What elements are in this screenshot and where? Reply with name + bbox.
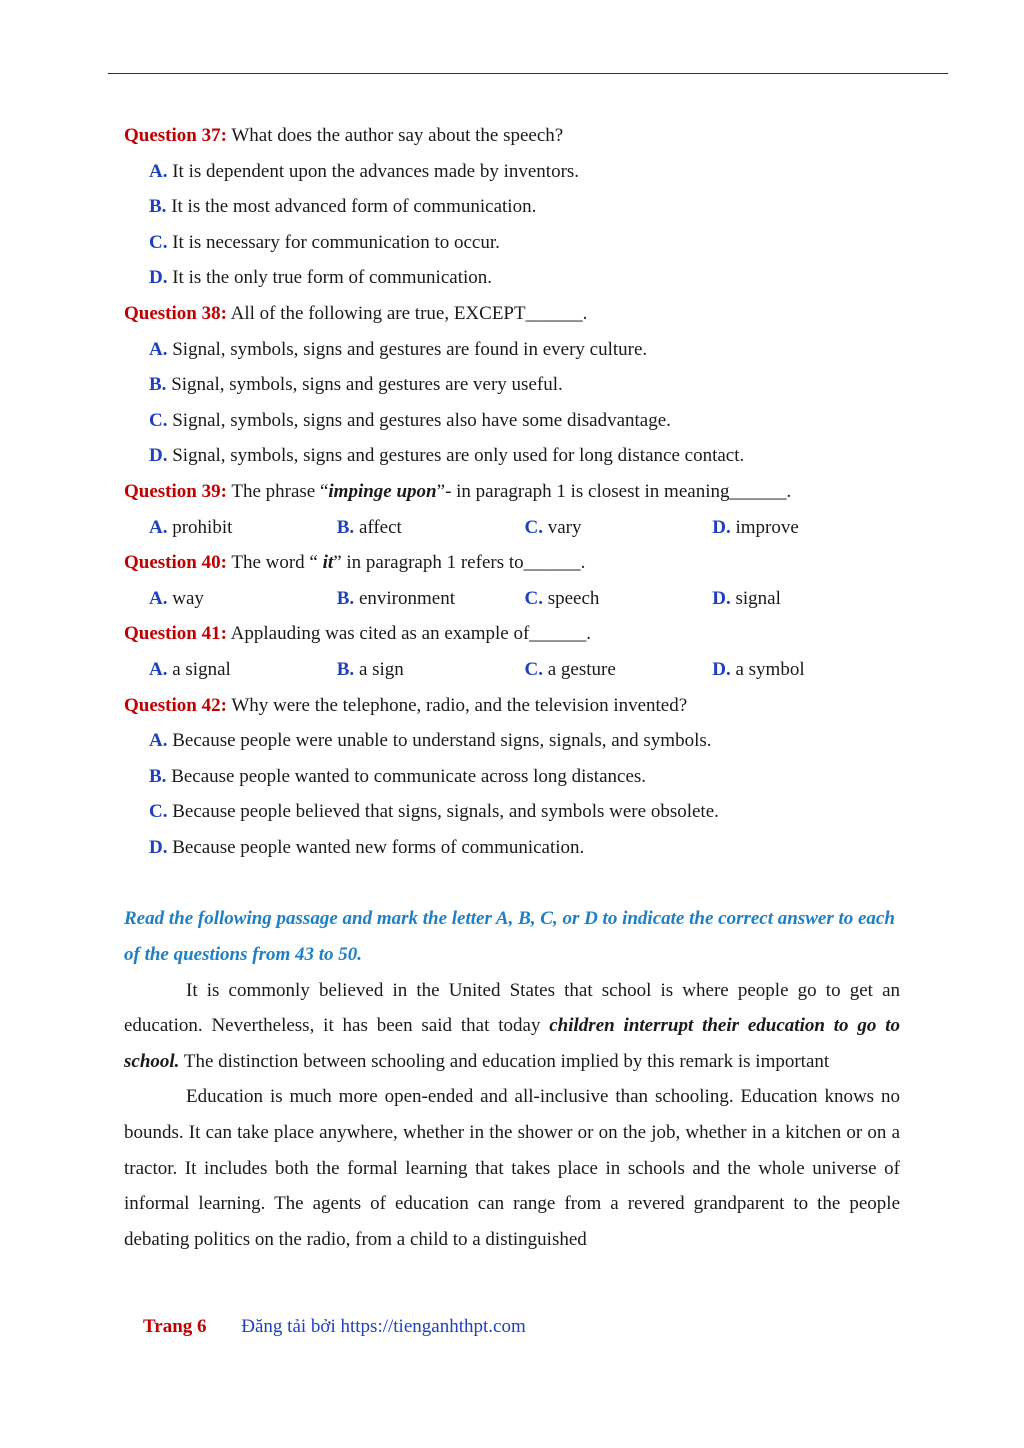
source-credit: Đăng tải bởi https://tienganhthpt.com bbox=[241, 1316, 526, 1337]
question-text: What does the author say about the speech? bbox=[226, 125, 564, 146]
option-b: B. environment bbox=[336, 587, 455, 609]
option-c: C. Signal, symbols, signs and gestures also have some disadvantage. bbox=[149, 409, 671, 431]
options-row bbox=[124, 510, 900, 546]
question-text: Why were the telephone, radio, and the television invented? bbox=[226, 694, 688, 716]
option-c: C. Because people believed that signs, signals, and symbols were obsolete. bbox=[149, 801, 719, 823]
bold-phrase: children interrupt their education to go to school. bbox=[124, 1015, 900, 1072]
option-d: D. Signal, symbols, signs and gestures are only used for long distance contact. bbox=[149, 445, 745, 467]
option-d: D. improve bbox=[712, 516, 799, 538]
emphasis-phrase: impinge upon bbox=[328, 480, 437, 502]
option-c: C. a gesture bbox=[524, 658, 616, 680]
page-number: Trang 6 bbox=[143, 1316, 207, 1337]
option-b: B. a sign bbox=[336, 658, 404, 680]
options-row bbox=[124, 581, 900, 617]
question-40: Question 40: The word “ it” in paragraph 1 refers to______. bbox=[124, 552, 586, 574]
question-number: Question 37: bbox=[124, 125, 227, 146]
option-d: D. Because people wanted new forms of communication. bbox=[149, 836, 585, 858]
question-text: All of the following are true, EXCEPT______. bbox=[226, 302, 588, 324]
options-row bbox=[124, 652, 900, 688]
question-number: Question 42: bbox=[124, 694, 227, 716]
option-c: C. speech bbox=[524, 587, 600, 609]
question-number: Question 41: bbox=[124, 623, 227, 645]
option-b: B. affect bbox=[336, 516, 402, 538]
question-38 bbox=[124, 296, 900, 332]
option-d: D. It is the only true form of communication. bbox=[149, 267, 492, 289]
option-a: A. a signal bbox=[149, 658, 231, 680]
option-c: C. vary bbox=[524, 516, 582, 538]
option-b: B. Because people wanted to communicate across long distances. bbox=[149, 765, 647, 787]
question-39: Question 39: The phrase “impinge upon”- in paragraph 1 is closest in meaning______. bbox=[124, 480, 792, 502]
option-a: A. prohibit bbox=[149, 516, 233, 538]
option-b: B. It is the most advanced form of communication. bbox=[149, 196, 537, 218]
option-a: A. way bbox=[149, 587, 204, 609]
section-instruction: Read the following passage and mark the letter A, B, C, or D to indicate the correct answer to each of the questions from 43 to 50. bbox=[124, 908, 895, 966]
option-b: B. Signal, symbols, signs and gestures are very useful. bbox=[149, 374, 563, 396]
option-a: A. Signal, symbols, signs and gestures are found in every culture. bbox=[149, 338, 648, 360]
question-number: Question 38: bbox=[124, 302, 227, 324]
question-number: Question 39: bbox=[124, 480, 227, 502]
question-41 bbox=[124, 616, 900, 652]
option-c: C. It is necessary for communication to occur. bbox=[149, 231, 500, 253]
page-content bbox=[124, 118, 900, 1257]
emphasis-word: it bbox=[322, 552, 334, 574]
question-number: Question 40: bbox=[124, 552, 227, 574]
passage-paragraph-2: Education is much more open-ended and all-inclusive than schooling. Education knows no bounds. It can take place anywhere, whether in the shower or on the job, whether in a kitchen or on a tractor. It includes both the formal learning that takes place in schools and the whole universe of informal learning. The agents of education can range from a revered grandparent to the people debating politics on the radio, from a child to a distinguished bbox=[124, 1086, 900, 1250]
option-a: A. Because people were unable to understand signs, signals, and symbols. bbox=[149, 730, 712, 752]
option-a: A. It is dependent upon the advances made by inventors. bbox=[149, 160, 580, 182]
option-d: D. a symbol bbox=[712, 658, 805, 680]
option-d: D. signal bbox=[712, 587, 781, 609]
question-42 bbox=[124, 688, 900, 724]
header-rule bbox=[108, 73, 948, 74]
passage-paragraph-1: It is commonly believed in the United States that school is where people go to get an education. Nevertheless, it has been said that today children interrupt their education to go to school. The distinction between schooling and education implied by this remark is important bbox=[124, 979, 900, 1072]
page-footer bbox=[143, 1316, 526, 1338]
question-37 bbox=[124, 118, 900, 154]
question-text: Applauding was cited as an example of______. bbox=[226, 623, 592, 645]
